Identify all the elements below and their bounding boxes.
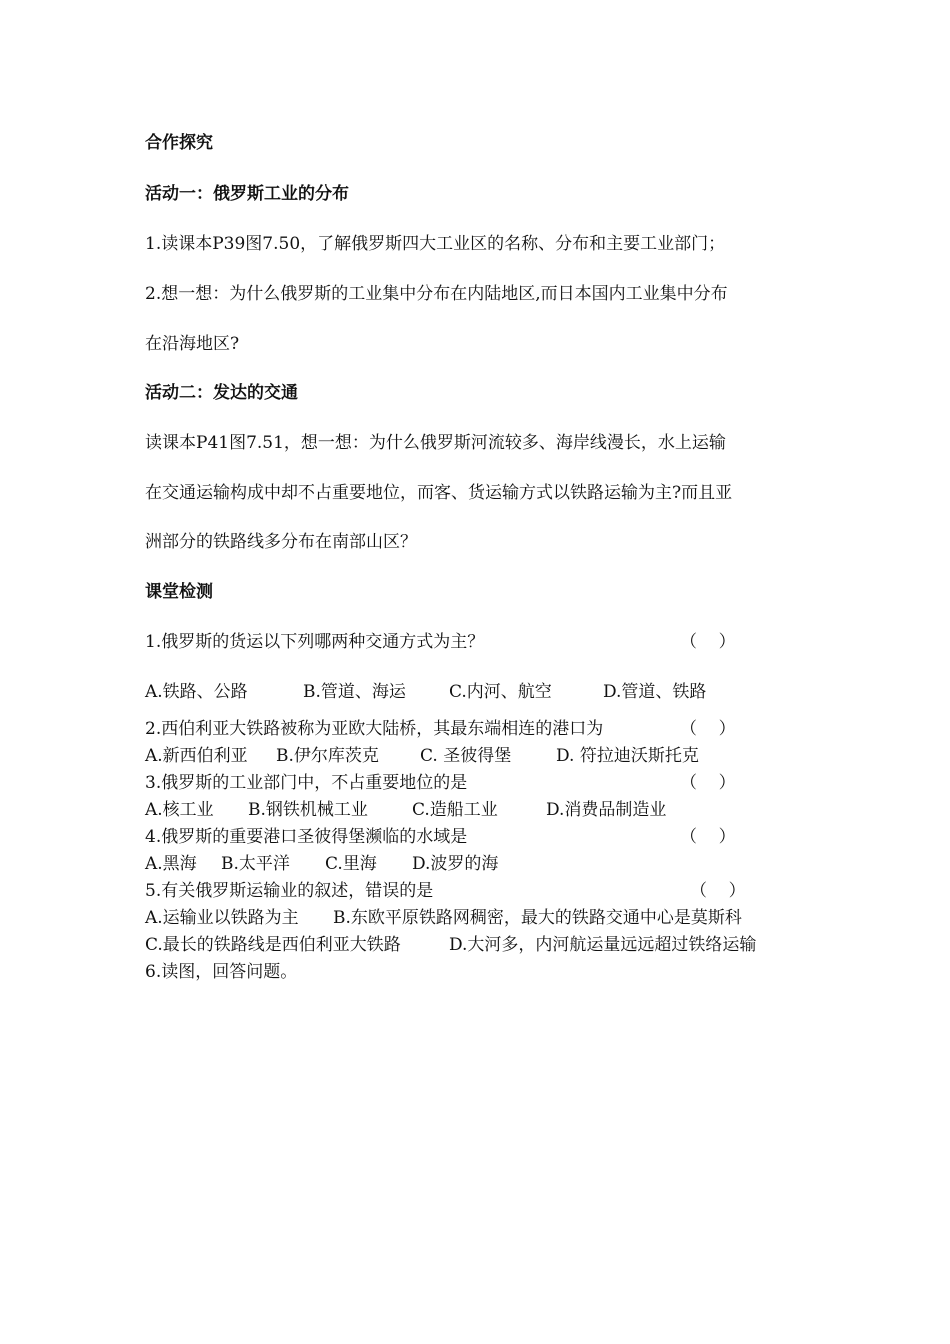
question-2-option-b: B.伊尔库茨克 xyxy=(276,746,379,766)
question-2-stem: 2.西伯利亚大铁路被称为亚欧大陆桥，其最东端相连的港口为 xyxy=(145,719,604,739)
question-5-stem: 5.有关俄罗斯运输业的叙述，错误的是 xyxy=(145,881,434,901)
question-1-option-b: B.管道、海运 xyxy=(303,682,406,702)
question-5-answer-bracket: （ ） xyxy=(690,881,746,901)
question-5-option-b: B.东欧平原铁路网稠密，最大的铁路交通中心是莫斯科 xyxy=(333,908,742,928)
question-3-option-b: B.钢铁机械工业 xyxy=(248,800,368,820)
question-4-answer-bracket: （ ） xyxy=(680,827,736,847)
question-4-stem: 4.俄罗斯的重要港口圣彼得堡濒临的水域是 xyxy=(145,827,468,847)
question-4-option-d: D.波罗的海 xyxy=(412,854,499,874)
question-4-option-b: B.太平洋 xyxy=(221,854,290,874)
question-2-option-c: C. 圣彼得堡 xyxy=(420,746,512,766)
question-6-stem: 6.读图，回答问题。 xyxy=(145,962,298,982)
activity1-question-2-line1: 2.想一想：为什么俄罗斯的工业集中分布在内陆地区,而日本国内工业集中分布 xyxy=(145,284,728,304)
question-1-option-a: A.铁路、公路 xyxy=(145,682,248,702)
question-2-answer-bracket: （ ） xyxy=(680,719,736,739)
question-3-stem: 3.俄罗斯的工业部门中，不占重要地位的是 xyxy=(145,773,468,793)
question-5-option-c: C.最长的铁路线是西伯利亚大铁路 xyxy=(145,935,401,955)
question-3-option-c: C.造船工业 xyxy=(412,800,498,820)
question-1-stem: 1.俄罗斯的货运以下列哪两种交通方式为主？ xyxy=(145,632,485,652)
question-4-option-a: A.黑海 xyxy=(145,854,197,874)
activity2-text-line2: 在交通运输构成中却不占重要地位，而客、货运输方式以铁路运输为主?而且亚 xyxy=(145,483,733,503)
activity2-text-line3: 洲部分的铁路线多分布在南部山区？ xyxy=(145,532,417,552)
question-3-option-d: D.消费品制造业 xyxy=(546,800,667,820)
question-3-answer-bracket: （ ） xyxy=(680,773,736,793)
question-1-option-d: D.管道、铁路 xyxy=(603,682,707,702)
activity1-title: 活动一：俄罗斯工业的分布 xyxy=(145,184,349,204)
question-5-option-d: D.大河多，内河航运量远远超过铁络运输 xyxy=(449,935,757,955)
question-2-option-d: D. 符拉迪沃斯托克 xyxy=(556,746,699,766)
question-1-answer-bracket: （ ） xyxy=(680,632,736,652)
question-3-option-a: A.核工业 xyxy=(145,800,214,820)
activity2-text-line1: 读课本P41图7.51，想一想：为什么俄罗斯河流较多、海岸线漫长，水上运输 xyxy=(145,433,726,453)
section-title-cooperation: 合作探究 xyxy=(145,133,213,153)
activity1-question-2-line2: 在沿海地区? xyxy=(145,334,240,354)
question-4-option-c: C.里海 xyxy=(325,854,377,874)
question-2-option-a: A.新西伯利亚 xyxy=(145,746,248,766)
question-1-option-c: C.内河、航空 xyxy=(449,682,552,702)
activity1-question-1: 1.读课本P39图7.50，了解俄罗斯四大工业区的名称、分布和主要工业部门； xyxy=(145,234,726,254)
question-5-option-a: A.运输业以铁路为主 xyxy=(145,908,299,928)
section-title-test: 课堂检测 xyxy=(145,582,213,602)
activity2-title: 活动二：发达的交通 xyxy=(145,383,298,403)
